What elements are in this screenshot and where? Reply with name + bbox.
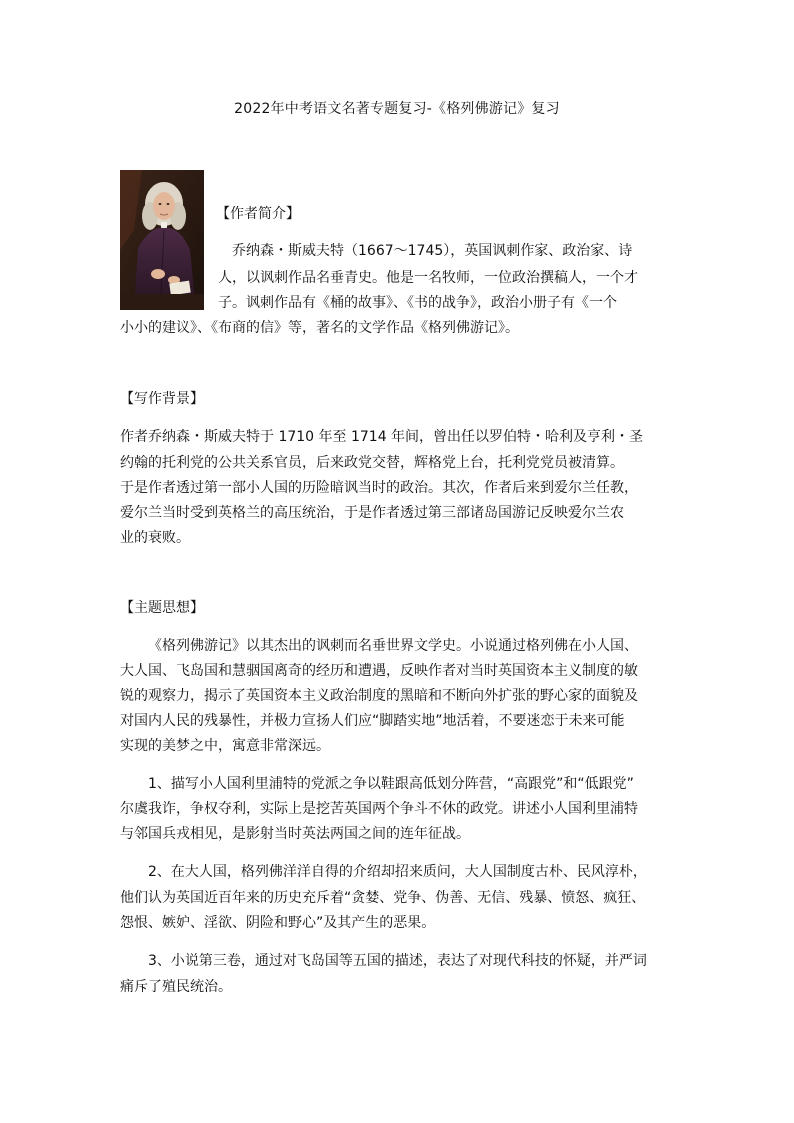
theme-intro-line-1: 《格列佛游记》以其杰出的讽刺而名垂世界文学史。小说通过格列佛在小人国、 — [148, 638, 638, 654]
background-line-5: 业的衰败。 — [120, 530, 190, 546]
theme-point2-line-2: 他们认为英国近百年来的历史充斥着“贪婪、党争、伪善、无信、残暴、愤怒、疯狂、 — [120, 890, 646, 906]
author-line-3: 子。讽刺作品有《桶的故事》、《书的战争》，政治小册子有《一个 — [218, 295, 617, 311]
theme-intro-line-5: 实现的美梦之中，寓意非常深远。 — [120, 738, 330, 754]
theme-point3-line-1: 3、小说第三卷，通过对飞岛国等五国的描述，表达了对现代科技的怀疑，并严词 — [148, 953, 647, 969]
theme-point2-line-1: 2、在大人国，格列佛洋洋自得的介绍却招来质问，大人国制度古朴、民风淳朴， — [148, 864, 647, 880]
author-line-2: 人，以讽刺作品名垂青史。他是一名牧师，一位政治撰稿人，一个才 — [218, 270, 638, 286]
background-line-2: 约翰的托利党的公共关系官员，后来政党交替，辉格党上台，托利党党员被清算。 — [120, 455, 624, 471]
author-section-heading: 【作者简介】 — [216, 206, 300, 222]
theme-intro-line-4: 对国内人民的残暴性，并极力宣扬人们应“脚踏实地”地活着，不要迷恋于未来可能 — [120, 713, 625, 729]
theme-point1-line-2: 尔虞我诈，争权夺利，实际上是挖苦英国两个争斗不休的政党。讲述小人国利里浦特 — [120, 801, 638, 817]
portrait-icon — [120, 170, 204, 310]
theme-point1-line-1: 1、描写小人国利里浦特的党派之争以鞋跟高低划分阵营，“高跟党”和“低跟党” — [148, 776, 634, 792]
theme-section-heading: 【主题思想】 — [120, 600, 204, 616]
document-title: 2022年中考语文名著专题复习-《格列佛游记》复习 — [234, 101, 560, 117]
theme-intro-line-2: 大人国、飞岛国和慧骃国离奇的经历和遭遇，反映作者对当时英国资本主义制度的敏 — [120, 663, 638, 679]
theme-point3-line-2: 痛斥了殖民统治。 — [120, 979, 232, 995]
background-line-4: 爱尔兰当时受到英格兰的高压统治，于是作者透过第三部诸岛国游记反映爱尔兰农 — [120, 505, 624, 521]
background-line-3: 于是作者透过第一部小人国的历险暗讽当时的政治。其次，作者后来到爱尔兰任教， — [120, 480, 638, 496]
theme-point1-line-3: 与邻国兵戎相见，是影射当时英法两国之间的连年征战。 — [120, 826, 470, 842]
background-section-heading: 【写作背景】 — [120, 391, 204, 407]
theme-intro-line-3: 锐的观察力，揭示了英国资本主义政治制度的黑暗和不断向外扩张的野心家的面貌及 — [120, 688, 638, 704]
author-line-1: 乔纳森・斯威夫特（1667～1745），英国讽刺作家、政治家、诗 — [232, 243, 633, 259]
background-line-1: 作者乔纳森・斯威夫特于 1710 年至 1714 年间，曾出任以罗伯特・哈利及亨利・圣 — [120, 429, 644, 445]
author-portrait — [120, 170, 204, 310]
author-line-4: 小小的建议》、《布商的信》等，著名的文学作品《格列佛游记》。 — [120, 320, 519, 336]
theme-point2-line-3: 怨恨、嫉妒、淫欲、阴险和野心”及其产生的恶果。 — [120, 915, 436, 931]
